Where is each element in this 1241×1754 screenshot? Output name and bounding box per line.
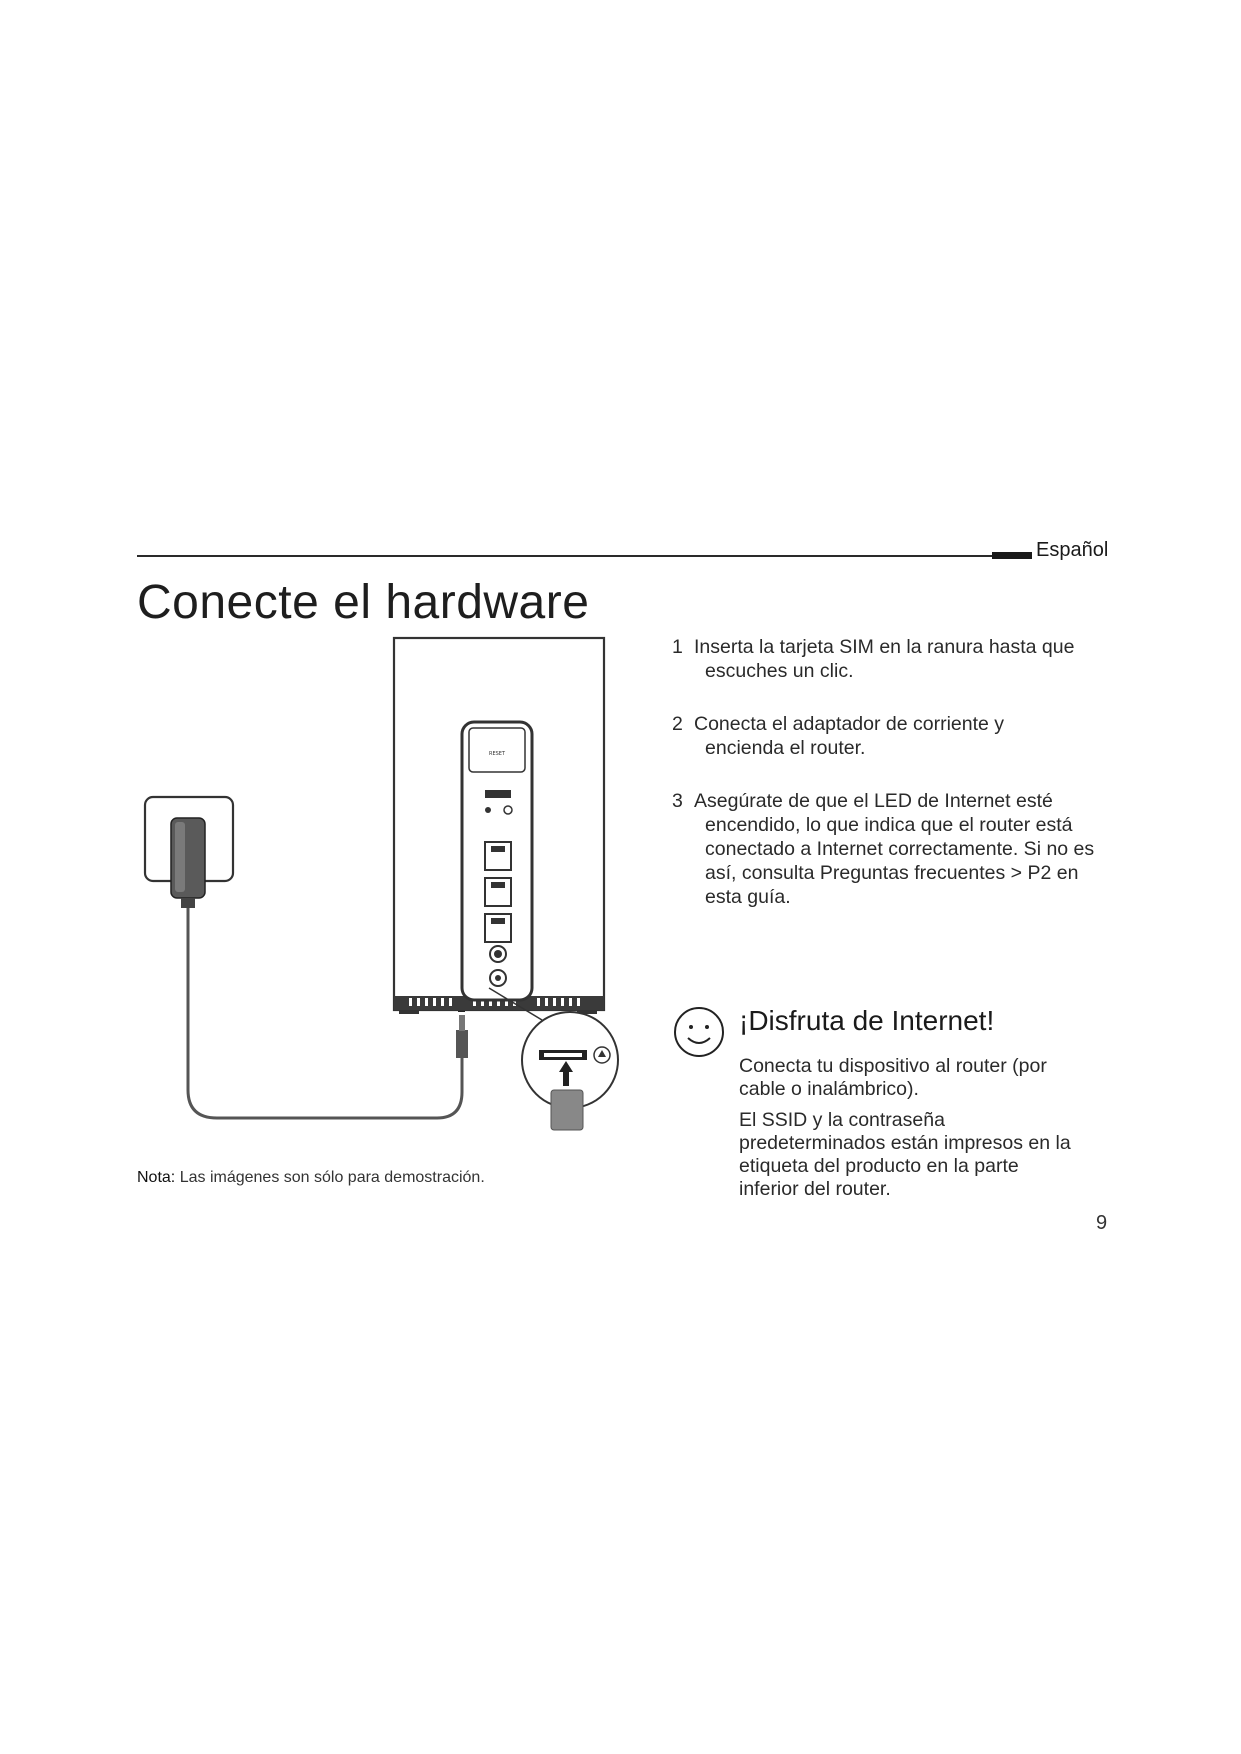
header-rule [137,555,1012,557]
step-number: 1 [672,636,683,658]
page-number: 9 [1096,1212,1108,1234]
step-text [694,789,1112,909]
enjoy-line-1: Conecta tu dispositivo al router (por cable o inalámbrico). [739,1055,1047,1100]
step-number: 3 [672,790,683,812]
enjoy-title: ¡Disfruta de Internet! [739,1005,995,1036]
step-1 [672,635,1112,683]
page-title: Conecte el hardware [137,576,590,629]
dc-plug [456,1015,468,1058]
language-label: Español [1036,539,1109,561]
enjoy-body [739,1055,1079,1209]
step-3 [672,789,1112,909]
step-text-first: Inserta la tarjeta SIM en la ranura hasta que [694,636,1075,658]
step-text-first: Asegúrate de que el LED de Internet esté [694,790,1053,812]
smiley-icon [672,1005,726,1059]
note [137,1169,485,1187]
step-text-rest: encendido, lo que indica que el router está conectado a Internet correctamente. Si no es así, consulta Preguntas frecuentes > P2 en esta guía. [705,814,1095,908]
enjoy-line-2: El SSID y la contraseña predeterminados están impresos en la etiqueta del producto en la parte inferior del router. [739,1109,1071,1200]
step-text-first: Conecta el adaptador de corriente y [694,713,1005,735]
reset-label: RESET [488,751,506,757]
step-text-rest: escuches un clic. [705,660,854,682]
step-2 [672,712,1112,760]
note-text: Las imágenes son sólo para demostración. [175,1169,485,1186]
router [394,638,604,1014]
step-number: 2 [672,713,683,735]
hardware-illustration [137,630,657,1160]
power-adapter [171,818,205,908]
header-rule-tab [992,552,1032,559]
sim-card [551,1090,583,1130]
step-text-rest: encienda el router. [705,737,866,759]
step-text [694,635,1074,683]
steps-list [672,635,1112,938]
step-text [694,712,1004,760]
note-label: Nota: [137,1169,176,1186]
